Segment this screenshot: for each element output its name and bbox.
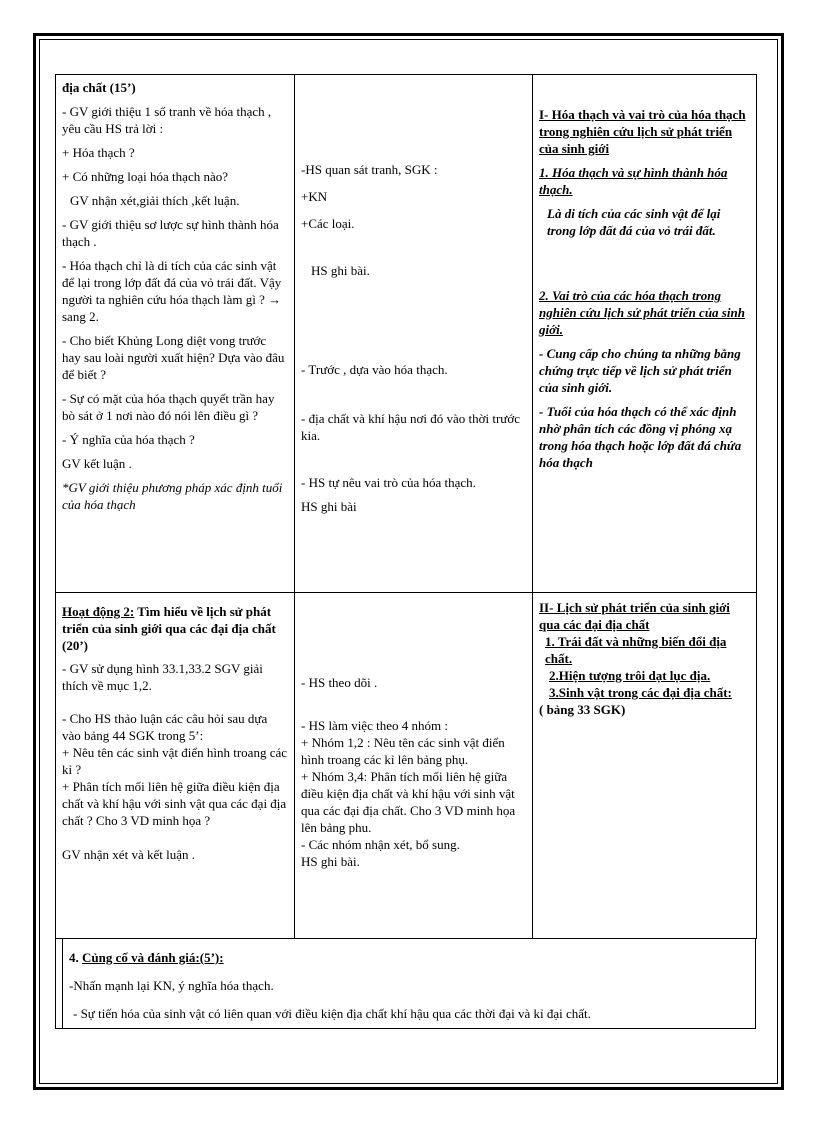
lesson-table: [55, 74, 757, 939]
teacher-step: + Nêu tên các sinh vật điển hình troang các kỉ ?: [62, 745, 287, 777]
teacher-step: + Phân tích mối liên hệ giữa điều kiện địa chất và khí hậu với sinh vật qua các đại địa chất ? Cho 3 VD minh họa ?: [62, 779, 287, 828]
content-text: ( bảng 33 SGK): [539, 702, 626, 717]
student-step: - Trước , dựa vào hóa thạch.: [301, 362, 448, 377]
table-row: [56, 75, 757, 593]
teacher-step: - Cho HS thảo luận các câu hỏi sau dựa vào bảng 44 SGK trong 5’:: [62, 711, 268, 743]
content-cell: [533, 75, 757, 593]
student-activity-cell: [295, 75, 533, 593]
student-step: - địa chất và khí hậu nơi đó vào thời trước kia.: [301, 411, 521, 443]
content-text: Là di tích của các sinh vật để lại trong lớp đất đá của vỏ trái đất.: [547, 206, 721, 238]
student-step: - HS tự nêu vai trò của hóa thạch.: [301, 475, 476, 490]
summary-line: - Sự tiến hóa của sinh vật có liên quan với điều kiện địa chất khí hậu qua các thời đại và kỉ đại chất.: [73, 1006, 591, 1021]
summary-heading: [69, 950, 748, 966]
teacher-step: - GV giới thiệu 1 số tranh về hóa thạch , yêu cầu HS trả lời :: [62, 104, 272, 136]
teacher-activity-cell: [56, 75, 295, 593]
student-step: - HS làm việc theo 4 nhóm :: [301, 718, 448, 733]
teacher-step: - Hóa thạch chỉ là di tích của các sinh vật để lại trong lớp đất đá của vỏ trái đất. Vậy người ta nghiên cứu hóa thạch làm gì ? → sang 2.: [62, 258, 282, 324]
subsection-heading: 1. Trái đất và những biến đổi địa chất.: [545, 634, 727, 666]
section-heading: II- Lịch sử phát triển của sinh giới qua các đại địa chất: [539, 600, 730, 632]
teacher-step: + Hóa thạch ?: [62, 145, 135, 160]
student-step: HS ghi bài: [301, 499, 357, 514]
student-step: -HS quan sát tranh, SGK :: [301, 162, 438, 177]
teacher-step: - Cho biết Khủng Long diệt vong trước hay sau loài người xuất hiện? Dựa vào đâu để biết ?: [62, 333, 285, 382]
content-cell: [533, 593, 757, 939]
subsection-heading: 2. Vai trò của các hóa thạch trong nghiên cứu lịch sử phát triển của sinh giới.: [539, 288, 745, 337]
teacher-step: GV kết luận .: [62, 456, 132, 471]
summary-title: Củng cố và đánh giá:(5’):: [82, 950, 224, 965]
subsection-heading: 1. Hóa thạch và sự hình thành hóa thạch.: [539, 165, 728, 197]
activity-label: Hoạt động 2:: [62, 604, 135, 619]
student-step: +Các loại.: [301, 216, 355, 231]
content-text: - Tuổi của hóa thạch có thể xác định nhờ phân tích các đồng vị phóng xạ trong hóa thạch hoặc lớp đất đá chứa hóa thạch: [539, 404, 742, 470]
student-step: + Nhóm 1,2 : Nêu tên các sinh vật điển hình troang các kỉ lên bảng phụ.: [301, 735, 505, 767]
teacher-step: GV nhận xét,giải thích ,kết luận.: [70, 193, 240, 208]
student-step: + Nhóm 3,4: Phân tích mối liên hệ giữa điều kiện địa chất và khí hậu với sinh vật qua các đại địa chất. Cho 3 VD minh họa lên bảng phu.: [301, 769, 516, 835]
teacher-step: - GV giới thiệu sơ lược sự hình thành hóa thạch .: [62, 217, 279, 249]
teacher-step: - GV sử dụng hình 33.1,33.2 SGV giải thích về mục 1,2.: [62, 661, 263, 693]
teacher-activity-cell: [56, 593, 295, 939]
subsection-heading: 2.Hiện tượng trôi dạt lục địa.: [549, 668, 711, 683]
summary-number: 4.: [69, 950, 79, 965]
teacher-step: - Ý nghĩa của hóa thạch ?: [62, 432, 195, 447]
student-step: +KN: [301, 189, 328, 204]
activity-heading: [62, 603, 288, 654]
table-row: [56, 593, 757, 939]
teacher-step: - Sự có mặt của hóa thạch quyết trần hay bò sát ở 1 nơi nào đó nói lên điều gì ?: [62, 391, 275, 423]
content-text: - Cung cấp cho chúng ta những bằng chứng trực tiếp về lịch sử phát triển của sinh giới.: [539, 346, 741, 395]
student-step: - Các nhóm nhận xét, bổ sung.: [301, 837, 460, 852]
teacher-step: + Có những loại hóa thạch nào?: [62, 169, 229, 184]
student-step: - HS theo dõi .: [301, 675, 378, 690]
subsection-heading: 3.Sinh vật trong các đại địa chất:: [549, 685, 732, 700]
activity-title: Tìm hiểu về lịch sử phát triển của sinh giới qua các đại địa chất (20’): [62, 604, 276, 653]
student-step: HS ghi bài.: [301, 854, 360, 869]
section-title-tail: địa chất (15’): [62, 80, 136, 95]
summary-section: [62, 938, 756, 1029]
summary-line: -Nhấn mạnh lại KN, ý nghĩa hóa thạch.: [69, 978, 274, 993]
student-step: HS ghi bài.: [311, 263, 370, 278]
teacher-step: GV nhận xét và kết luận .: [62, 847, 195, 862]
section-heading: I- Hóa thạch và vai trò của hóa thạch trong nghiên cứu lịch sử phát triển của sinh giới: [539, 107, 746, 156]
teacher-note: *GV giới thiệu phương pháp xác định tuổi của hóa thạch: [62, 480, 283, 512]
student-activity-cell: [295, 593, 533, 939]
